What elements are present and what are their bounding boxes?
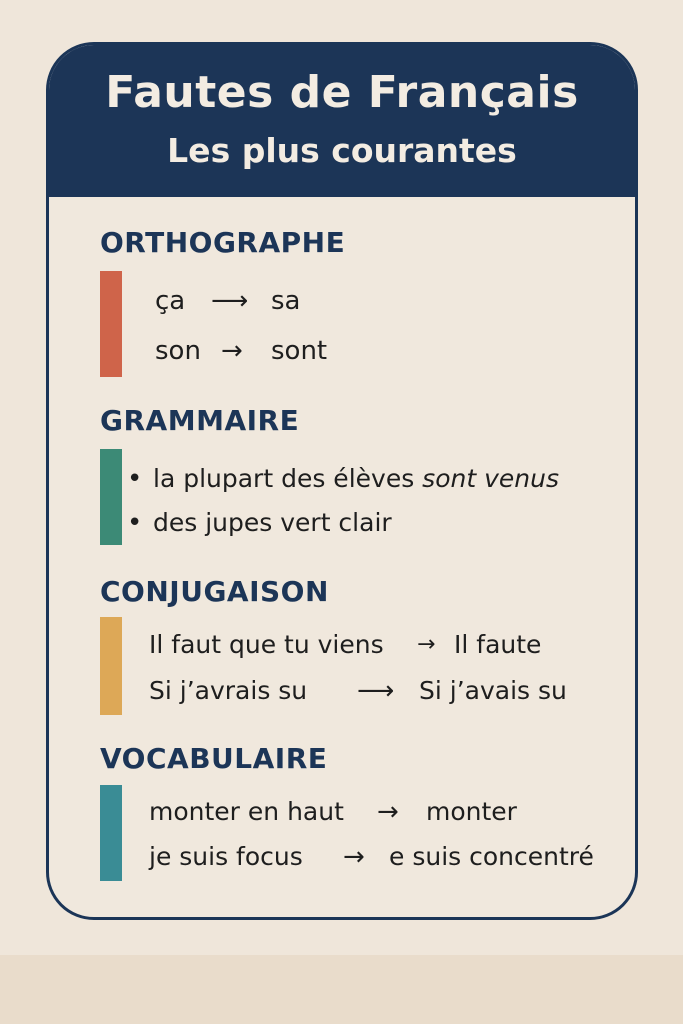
- conjugaison-right-1: Il faute: [454, 630, 542, 659]
- bottom-band: [0, 955, 683, 1024]
- conjugaison-color-bar: [100, 617, 122, 715]
- bullet-icon: •: [127, 508, 143, 538]
- orthographe-color-bar: [100, 271, 122, 377]
- conjugaison-wrong-2: Si j’avrais su: [149, 676, 308, 705]
- card-header: [49, 45, 635, 197]
- card-title: Fautes de Français: [105, 67, 579, 118]
- card-subtitle: Les plus courantes: [167, 131, 517, 170]
- grammaire-color-bar: [100, 449, 122, 545]
- grammaire-item-1: [153, 464, 559, 494]
- arrow-icon: ⟶: [211, 286, 249, 316]
- vocabulaire-right-2: e suis concentré: [389, 842, 594, 871]
- section-title-vocabulaire: VOCABULAIRE: [100, 742, 328, 775]
- bullet-icon: •: [127, 464, 143, 494]
- mistakes-card: [46, 42, 638, 920]
- conjugaison-right-2: Si j’avais su: [419, 676, 567, 705]
- arrow-icon: →: [377, 797, 399, 827]
- arrow-icon: →: [221, 336, 243, 366]
- vocabulaire-color-bar: [100, 785, 122, 881]
- vocabulaire-right-1: monter: [426, 797, 517, 826]
- orthographe-right-1: sa: [271, 286, 301, 316]
- section-title-orthographe: ORTHOGRAPHE: [100, 226, 346, 259]
- arrow-icon: →: [343, 842, 365, 872]
- orthographe-wrong-1: ça: [155, 286, 186, 316]
- grammaire-item-1-text: la plupart des élèves: [153, 464, 415, 493]
- section-title-conjugaison: CONJUGAISON: [100, 575, 329, 608]
- section-title-grammaire: GRAMMAIRE: [100, 404, 300, 437]
- orthographe-wrong-2: son: [155, 336, 201, 366]
- orthographe-right-2: sont: [271, 336, 328, 366]
- grammaire-item-1-italic: sont venus: [422, 464, 559, 493]
- conjugaison-wrong-1: Il faut que tu viens: [149, 630, 384, 659]
- arrow-icon: →: [417, 632, 436, 657]
- vocabulaire-wrong-1: monter en haut: [149, 797, 344, 826]
- vocabulaire-wrong-2: je suis focus: [149, 842, 303, 871]
- grammaire-item-2: des jupes vert clair: [153, 508, 392, 537]
- arrow-icon: ⟶: [357, 676, 395, 706]
